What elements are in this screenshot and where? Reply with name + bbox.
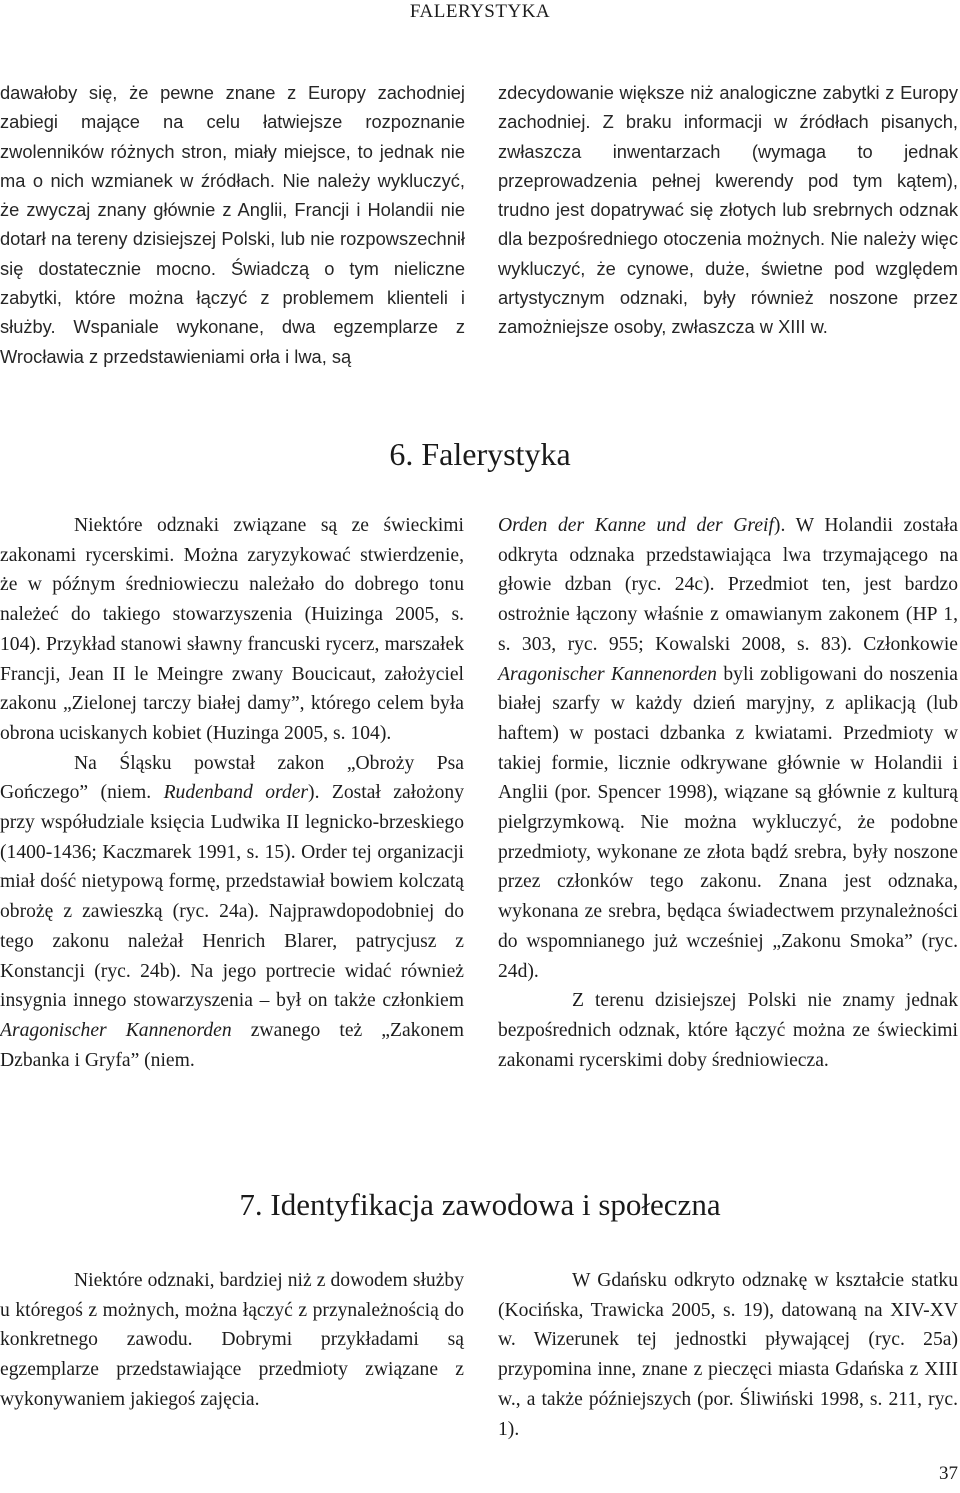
section6-column-right [498,511,958,1075]
section6-paragraph-3 [498,511,958,986]
intro-column-left [0,78,465,371]
intro-paragraph-right: zdecydowanie większe niż analogiczne zabytki z Europy zachodniej. Z braku informacji w źródłach pisanych, zwłaszcza inwentarzach (wymaga to jednak przeprowadzenia pełnej kwerendy pod tym kątem), trudno jest dopatrywać się złotych lub srebrnych odznak dla bezpośredniego otoczenia możnych. Nie należy więc wykluczyć, że cynowe, duże, świetne pod względem artystycznym odznaki, były również noszone przez zamożniejsze osoby, zwłaszcza w XIII w. [498,82,958,338]
section7-column-left [0,1266,464,1415]
text-run: byli zobligowani do noszenia białej szarfy w każdy dzień maryjny, z aplikacją (lub haftem) w postaci dzbanka z kwiatami. Przedmioty w takiej formie, licznie odkrywane głównie w Holandii i Anglii (por. Spencer 1998), wiązane są głównie z kulturą pielgrzymkową. Nie można wykluczyć, że podobne przedmioty, wykonane ze złota bądź srebra, były noszone przez członków tego zakonu. Znana jest odznaka, wykonana ze srebra, będąca świadectwem przynależności do wspomnianego już wcześniej „Zakonu Smoka” (ryc. 24d). [498,663,958,982]
section-heading-7: 7. Identyfikacja zawodowa i społeczna [239,1187,721,1222]
section6-paragraph-4: Z terenu dzisiejszej Polski nie znamy jednak bezpośrednich odznak, które łączyć można ze świeckimi zakonami rycerskimi doby średniowiecza. [498,990,958,1071]
italic-term: Aragonischer Kannenorden [498,663,717,685]
text-run: zwanego też „Zakonem Dzbanka i Gryfa” (niem. [0,1019,464,1071]
section6-paragraph-1: Niektóre odznaki związane są ze świeckimi zakonami rycerskimi. Można zaryzykować stwierdzenie, że w późnym średniowieczu należało do dobrego tonu należeć do takiego stowarzyszenia (Huizinga 2005, s. 104). Przykład stanowi sławny francuski rycerz, marszałek Francji, Jean II le Meingre zwany Boucicaut, założyciel zakonu „Zielonej tarczy białej damy”, którego celem była obrona uciskanych kobiet (Huzinga 2005, s. 104). [0,515,464,744]
italic-term: Aragonischer Kannenorden [0,1019,232,1041]
section7-paragraph-left: Niektóre odznaki, bardziej niż z dowodem służby u któregoś z możnych, można łączyć z przynależnością do konkretnego zawodu. Dobrymi przykładami są egzemplarze przedstawiające przedmioty związane z wykonywaniem jakiegoś zajęcia. [0,1270,464,1410]
section7-column-right [498,1266,958,1444]
section-heading-6: 6. Falerystyka [389,436,571,472]
text-run: ). W Holandii została odkryta odznaka przedstawiająca lwa trzymającego na głowie dzban (ryc. 24c). Przedmiot ten, jest bardzo ostrożnie łączony właśnie z omawianym zakonem (HP 1, s. 303, ryc. 955; Kowalski 2008, s. 83). Członkowie [498,515,958,655]
section6-paragraph-2 [0,749,464,1076]
italic-term: Orden der Kanne und der Greif [498,515,774,536]
intro-column-right [498,78,958,342]
text-run: Na Śląsku powstał zakon „Obroży Psa Gończego” (niem. [0,752,464,804]
section7-paragraph-right: W Gdańsku odkryto odznakę w kształcie statku (Kocińska, Trawicka 2005, s. 19), datowaną na XIV-XV w. Wizerunek tej jednostki pływającej (ryc. 25a) przypomina inne, znane z pieczęci miasta Gdańska z XIII w., a także późniejszych (por. Śliwiński 1998, s. 211, ryc. 1). [498,1270,958,1440]
running-head: FALERYSTYKA [409,1,551,22]
italic-term: Rudenband order [163,782,309,804]
page-number: 37 [939,1463,958,1484]
text-run: ). Został założony przy współudziale księcia Ludwika II legnicko-brzeskiego (1400-1436; Kaczmarek 1991, s. 15). Order tej organizacji miał dość nietypową formę, przedstawiał bowiem kolczatą obrożę z zawieszką (ryc. 24a). Najprawdopodobniej do tego zakonu należał Henrich Blarer, patrycjusz z Konstancji (ryc. 24b). Na jego portrecie widać również insygnia innego stowarzyszenia – był on także członkiem [0,782,464,1012]
section6-column-left [0,511,464,1075]
intro-paragraph-left: dawałoby się, że pewne znane z Europy zachodniej zabiegi mające na celu łatwiejsze rozpoznanie zwolenników różnych stron, miały miejsce, to jednak nie ma o nich wzmianek w źródłach. Nie należy wykluczyć, że zwyczaj znany głównie z Anglii, Francji i Holandii nie dotarł na tereny dzisiejszej Polski, lub nie rozpowszechnił się dostatecznie mocno. Świadczą o tym nieliczne zabytki, które można łączyć z problemem klienteli i służby. Wspaniale wykonane, dwa egzemplarze z Wrocławia z przedstawieniami orła i lwa, są [0,82,465,367]
